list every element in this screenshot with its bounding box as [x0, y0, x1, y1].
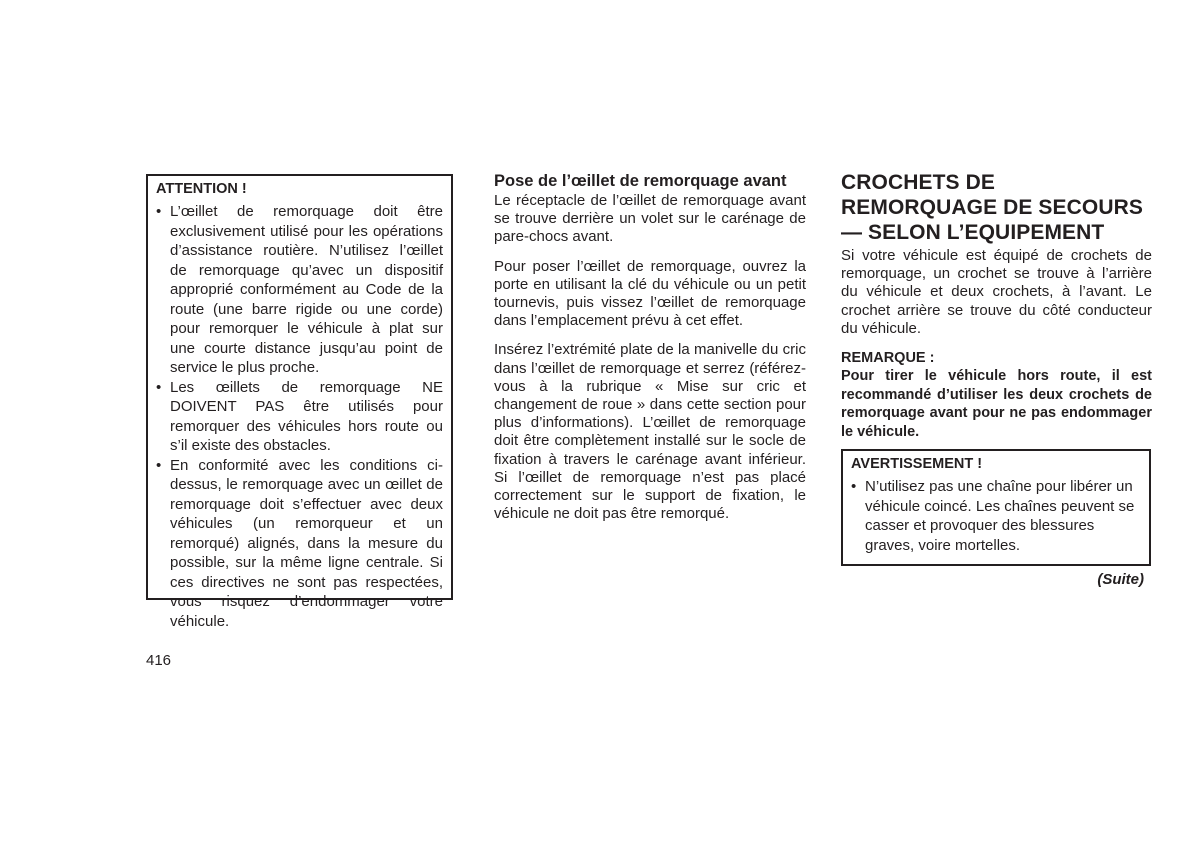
attention-title: ATTENTION ! [156, 181, 247, 197]
paragraph: Le réceptacle de l’œillet de remorquage avant se trouve derrière un volet sur le carénage de pare-chocs avant. [494, 192, 806, 246]
bullet-icon: • [156, 456, 162, 474]
attention-item [156, 202, 443, 378]
remark-title: REMARQUE : [841, 350, 935, 367]
bullet-icon: • [851, 478, 857, 495]
continued-label: (Suite) [1097, 571, 1144, 588]
bullet-icon: • [156, 203, 162, 220]
bullet-icon: • [156, 378, 162, 396]
main-heading: CROCHETS DE REMORQUAGE DE SECOURS — SELON L’EQUIPEMENT [841, 171, 1143, 244]
attention-item-text: L’œillet de remorquage doit être exclusivement utilisé pour les opérations d’assistance routière. N’utilisez l’œillet de remorquage qu’avec un dispositif approprié conformément au Code de la route (une barre rigide ou une corde) pour remorquer le véhicule à plat sur une courte distance jusqu’au point de service le plus proche. [170, 203, 443, 376]
attention-item [156, 456, 443, 632]
warning-box [841, 449, 1151, 566]
front-tow-eye-section [494, 172, 806, 534]
warning-item [851, 477, 1141, 555]
paragraph: Insérez l’extrémité plate de la manivelle du cric dans l’œillet de remorquage et serrez (référez-vous à la rubrique « Mise sur cric et changement de roue » dans cette section pour plus d’informations). L’œillet de remorquage doit être complètement installé sur le socle de fixation à travers le carénage avant inférieur. Si l’œillet de remorquage n’est pas placé correctement sur le support de fixation, le véhicule ne doit pas être remorqué. [494, 341, 806, 523]
page-number: 416 [146, 652, 172, 669]
tow-hooks-section [841, 170, 1152, 453]
attention-item-text: En conformité avec les conditions ci-dessus, le remorquage avec un œillet de remorquage doit s’effectuer avec deux véhicules (un remorqueur et un remorqué) alignés, dans la mesure du possible, sur la même ligne centrale. Si ces directives ne sont pas respectées, vous risquez d’endommager votre véhicule. [170, 456, 443, 630]
attention-item-text: Les œillets de remorquage NE DOIVENT PAS être utilisés pour remorquer des véhicules hors route ou s’il existe des obstacles. [170, 378, 443, 454]
paragraph: Si votre véhicule est équipé de crochets de remorquage, un crochet se trouve à l’arrière du véhicule et deux crochets, à l’avant. Le crochet arrière se trouve du côté conducteur du véhicule. [841, 247, 1152, 337]
attention-box [146, 174, 453, 630]
warning-item-text: N’utilisez pas une chaîne pour libérer un véhicule coincé. Les chaînes peuvent se casser et provoquer des blessures graves, voire mortelles. [865, 478, 1135, 554]
remark-text: Pour tirer le véhicule hors route, il est recommandé d’utiliser les deux crochets de remorquage avant pour ne pas endommager le véhicule. [841, 368, 1152, 440]
warning-title: AVERTISSEMENT ! [851, 456, 983, 472]
section-heading: Pose de l’œillet de remorquage avant [494, 172, 787, 190]
paragraph: Pour poser l’œillet de remorquage, ouvrez la porte en utilisant la clé du véhicule ou un petit tournevis, puis vissez l’œillet de remorquage dans l’emplacement prévu à cet effet. [494, 257, 806, 330]
attention-item [156, 378, 443, 456]
